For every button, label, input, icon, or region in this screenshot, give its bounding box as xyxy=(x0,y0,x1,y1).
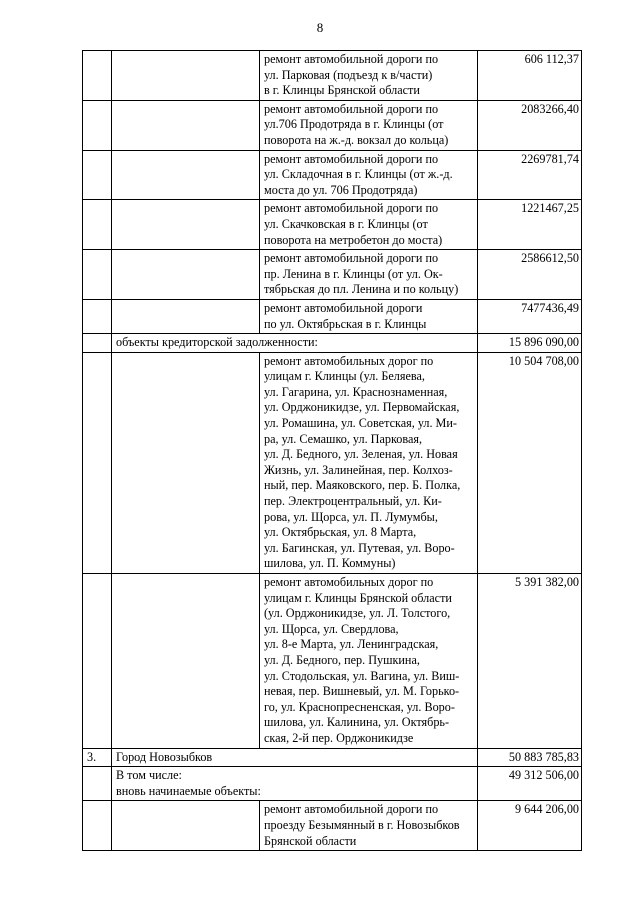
blank-cell xyxy=(112,100,260,150)
amount-cell: 2269781,74 xyxy=(478,150,582,200)
blank-cell xyxy=(112,51,260,101)
text-line: поворота на ж.-д. вокзал до кольца) xyxy=(264,132,449,147)
table-row xyxy=(83,352,582,573)
table-row xyxy=(83,767,582,801)
number-cell xyxy=(83,100,112,150)
text-line: ремонт автомобильной дороги по xyxy=(264,251,439,266)
text-line: пр. Ленина в г. Клинцы (от ул. Ок- xyxy=(264,266,443,281)
description-cell xyxy=(260,150,478,200)
table-row xyxy=(83,51,582,101)
text-line: ул. Багинская, ул. Путевая, ул. Воро- xyxy=(264,540,455,555)
text-line: улицам г. Клинцы (ул. Беляева, xyxy=(264,369,425,384)
text-line: по ул. Октябрьская в г. Клинцы xyxy=(264,316,427,331)
number-cell xyxy=(83,334,112,353)
text-line: ул. 8-е Марта, ул. Ленинградская, xyxy=(264,637,439,652)
text-line: поворота на метробетон до моста) xyxy=(264,232,443,247)
description-cell xyxy=(260,352,478,573)
description-cell xyxy=(260,250,478,300)
text-line: тябрьская до пл. Ленина и по кольцу) xyxy=(264,282,459,297)
text-line: ул. Складочная в г. Клинцы (от ж.-д. xyxy=(264,167,453,182)
table-row xyxy=(83,574,582,749)
blank-cell xyxy=(112,150,260,200)
number-cell: 3. xyxy=(83,748,112,767)
number-cell xyxy=(83,352,112,573)
number-cell xyxy=(83,51,112,101)
description-cell xyxy=(260,51,478,101)
text-line: Брянской области xyxy=(264,833,357,848)
text-line: ул. Скачковская в г. Клинцы (от xyxy=(264,216,428,231)
text-line: ремонт автомобильной дороги по xyxy=(264,52,439,66)
number-cell xyxy=(83,299,112,333)
amount-cell: 606 112,37 xyxy=(478,51,582,101)
number-cell xyxy=(83,200,112,250)
blank-cell xyxy=(112,352,260,573)
text-line: (ул. Орджоникидзе, ул. Л. Толстого, xyxy=(264,606,451,621)
text-line: ремонт автомобильных дорог по xyxy=(264,353,434,368)
text-line: проезду Безымянный в г. Новозыбков xyxy=(264,817,460,832)
description-cell xyxy=(260,574,478,749)
description-cell xyxy=(260,200,478,250)
table-row xyxy=(83,801,582,851)
page-number: 8 xyxy=(316,20,324,35)
blank-cell xyxy=(112,801,260,851)
text-line: ул. Д. Бедного, пер. Пушкина, xyxy=(264,652,420,667)
text-line: моста до ул. 706 Продотряда) xyxy=(264,182,418,197)
text-line: в г. Клинцы Брянской области xyxy=(264,83,420,98)
text-line: ул. Октябрьская, ул. 8 Марта, xyxy=(264,525,417,540)
table-row xyxy=(83,299,582,333)
table-row xyxy=(83,334,582,353)
text-line: ская, 2-й пер. Орджоникидзе xyxy=(264,730,414,745)
text-line: В том числе: xyxy=(116,768,182,783)
text-line: ул. Щорса, ул. Свердлова, xyxy=(264,621,399,636)
city-cell xyxy=(112,748,478,767)
blank-cell xyxy=(112,574,260,749)
text-line: го, ул. Краснопресненская, ул. Воро- xyxy=(264,699,455,714)
text-line: объекты кредиторской задолженности: xyxy=(116,335,318,350)
number-cell xyxy=(83,150,112,200)
text-line: пер. Электроцентральный, ул. Ки- xyxy=(264,494,442,509)
text-line: ремонт автомобильной дороги xyxy=(264,300,423,315)
table-row xyxy=(83,748,582,767)
text-line: ремонт автомобильной дороги по xyxy=(264,802,439,817)
text-line: ремонт автомобильной дороги по xyxy=(264,201,439,216)
amount-cell: 10 504 708,00 xyxy=(478,352,582,573)
text-line: вновь начинаемые объекты: xyxy=(116,783,261,798)
amount-cell: 2586612,50 xyxy=(478,250,582,300)
text-line: ул. Д. Бедного, ул. Зеленая, ул. Новая xyxy=(264,447,458,462)
text-line: ный, пер. Маяковского, пер. Б. Полка, xyxy=(264,478,461,493)
description-cell xyxy=(260,299,478,333)
number-cell xyxy=(83,801,112,851)
amount-cell: 49 312 506,00 xyxy=(478,767,582,801)
text-line: Город Новозыбков xyxy=(116,749,213,764)
text-line: ремонт автомобильных дорог по xyxy=(264,575,434,589)
amount-cell: 9 644 206,00 xyxy=(478,801,582,851)
amount-cell: 50 883 785,83 xyxy=(478,748,582,767)
text-line: шилова, ул. П. Коммуны) xyxy=(264,556,396,571)
description-cell xyxy=(260,100,478,150)
amount-cell: 5 391 382,00 xyxy=(478,574,582,749)
text-line: шилова, ул. Калинина, ул. Октябрь- xyxy=(264,715,450,730)
category-cell xyxy=(112,334,478,353)
number-cell xyxy=(83,767,112,801)
description-cell xyxy=(260,801,478,851)
text-line: ул. Ромашина, ул. Советская, ул. Ми- xyxy=(264,416,457,431)
category-cell xyxy=(112,767,478,801)
text-line: ул. Парковая (подъезд к в/части) xyxy=(264,67,433,82)
text-line: ремонт автомобильной дороги по xyxy=(264,101,439,116)
text-line: ул. Стодольская, ул. Вагина, ул. Виш- xyxy=(264,668,460,683)
table-row xyxy=(83,200,582,250)
amount-cell: 15 896 090,00 xyxy=(478,334,582,353)
amount-cell: 7477436,49 xyxy=(478,299,582,333)
text-line: ул.706 Продотряда в г. Клинцы (от xyxy=(264,117,444,132)
blank-cell xyxy=(112,250,260,300)
text-line: ра, ул. Семашко, ул. Парковая, xyxy=(264,431,423,446)
table-row xyxy=(83,150,582,200)
text-line: ремонт автомобильной дороги по xyxy=(264,151,439,166)
text-line: рова, ул. Щорса, ул. П. Лумумбы, xyxy=(264,509,438,524)
number-cell xyxy=(83,250,112,300)
text-line: улицам г. Клинцы Брянской области xyxy=(264,590,452,605)
table-row xyxy=(83,250,582,300)
number-cell xyxy=(83,574,112,749)
text-line: невая, пер. Вишневый, ул. М. Горько- xyxy=(264,684,460,699)
funding-table xyxy=(82,50,582,851)
amount-cell: 1221467,25 xyxy=(478,200,582,250)
text-line: ул. Гагарина, ул. Краснознаменная, xyxy=(264,384,448,399)
table-row xyxy=(83,100,582,150)
blank-cell xyxy=(112,299,260,333)
text-line: ул. Орджоникидзе, ул. Первомайская, xyxy=(264,400,460,415)
blank-cell xyxy=(112,200,260,250)
amount-cell: 2083266,40 xyxy=(478,100,582,150)
text-line: Жизнь, ул. Залинейная, пер. Колхоз- xyxy=(264,462,453,477)
